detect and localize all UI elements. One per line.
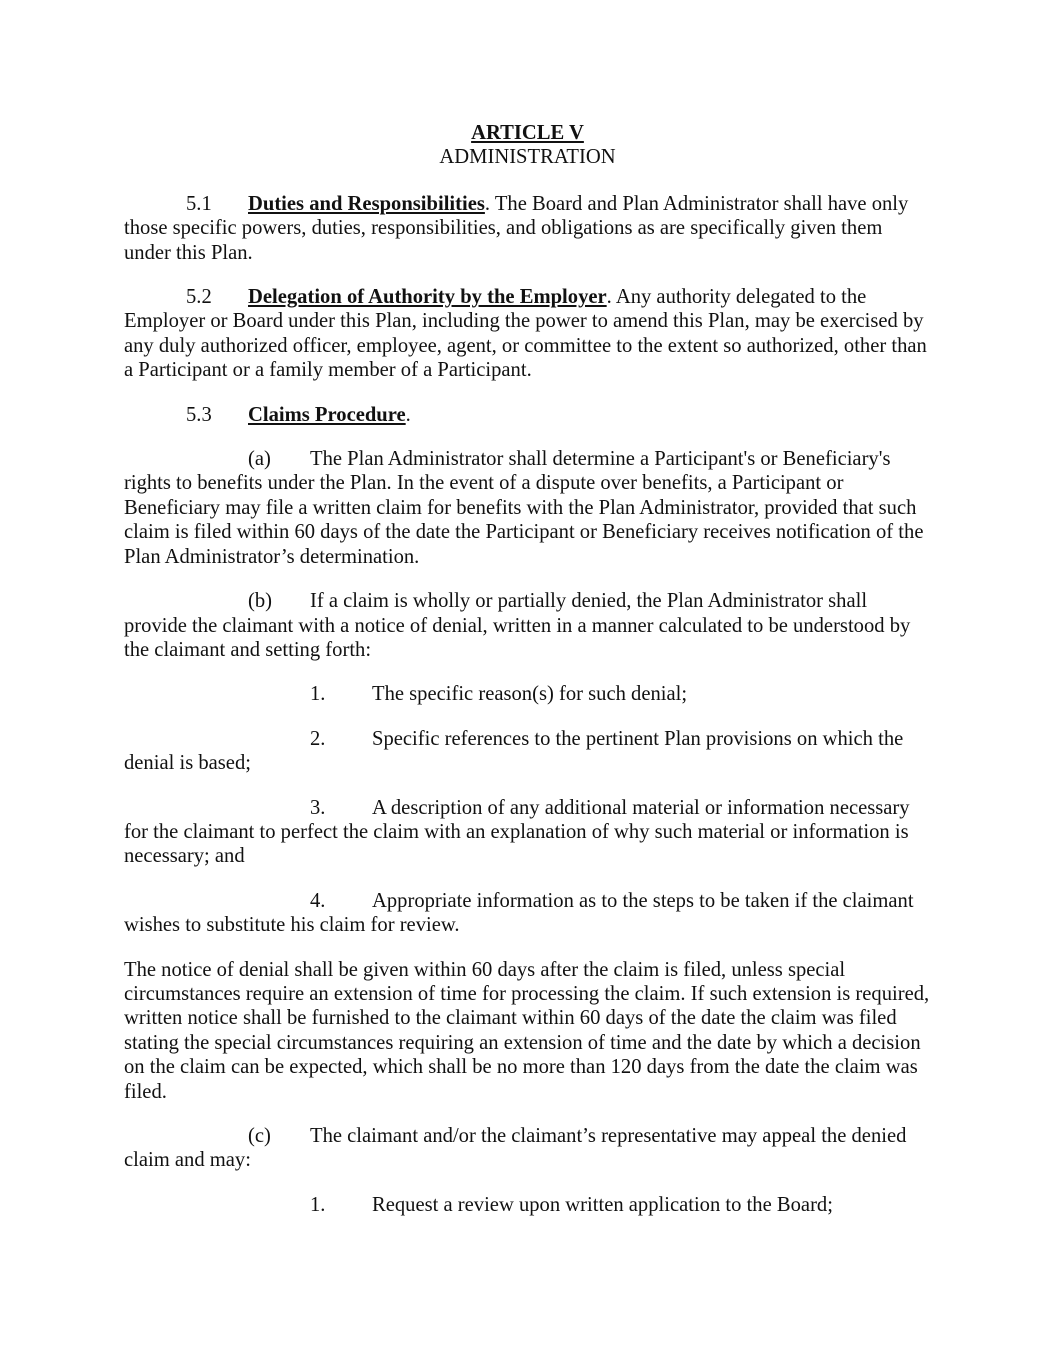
section-heading: Delegation of Authority by the Employer — [248, 286, 607, 309]
paragraph-label: 5.3 — [186, 403, 212, 426]
paragraph-text: . The Board and Plan Administrator shall have only those specific powers, duties, responsibilities, and obligations as are specifically given them under this Plan. — [124, 192, 909, 264]
paragraph-label: (c) — [248, 1125, 271, 1147]
subsection-a — [124, 447, 931, 569]
article-heading — [124, 121, 931, 170]
notice-of-denial-paragraph — [124, 958, 931, 1104]
paragraph-label: (b) — [248, 590, 273, 613]
paragraph-label: 2. — [310, 727, 326, 750]
paragraph-label: 4. — [310, 889, 326, 912]
section-heading: Claims Procedure — [248, 403, 406, 426]
paragraph-text: The notice of denial shall be given within 60 days after the claim is filed, unless special circumstances require an extension of time for processing the claim. If such extension is required, written notice shall be furnished to the claimant within 60 days of the date the claim was filed stating the special circumstances requiring an extension of time and the date by which a decision on the claim can be expected, which shall be no more than 120 days from the date the claim was filed. — [124, 958, 930, 1103]
list-item-b-3 — [124, 796, 931, 869]
section-5-3 — [124, 403, 931, 427]
list-item-b-4 — [124, 889, 931, 938]
paragraph-text: If a claim is wholly or partially denied, the Plan Administrator shall provide the claimant with a notice of denial, written in a manner calculated to be understood by the claimant and setting forth: — [124, 590, 911, 661]
paragraph-text: The Plan Administrator shall determine a Participant's or Beneficiary's rights to benefits under the Plan. In the event of a dispute over benefits, a Participant or Beneficiary may file a written claim for benefits with the Plan Administrator, provided that such claim is filed within 60 days of the date the Participant or Beneficiary receives notification of the Plan Administrator’s determination. — [124, 448, 924, 568]
list-item-b-2 — [124, 727, 931, 776]
subsection-b — [124, 589, 931, 662]
article-title: ARTICLE V — [471, 122, 584, 144]
article-subtitle: ADMINISTRATION — [439, 146, 616, 169]
section-5-1 — [124, 192, 931, 265]
paragraph-text: Request a review upon written application to the Board; — [372, 1193, 833, 1216]
paragraph-text: A description of any additional material or information necessary for the claimant to perfect the claim with an explanation of why such material or information is necessary; and — [124, 796, 910, 868]
paragraph-label: 3. — [310, 796, 326, 819]
paragraph-label: 5.1 — [186, 192, 212, 215]
paragraph-text: The specific reason(s) for such denial; — [372, 683, 688, 706]
list-item-c-1 — [124, 1193, 931, 1217]
list-item-b-1 — [124, 682, 931, 706]
paragraph-label: 5.2 — [186, 286, 212, 309]
subsection-c — [124, 1124, 931, 1173]
paragraph-text: . Any authority delegated to the Employer or Board under this Plan, including the power to amend this Plan, may be exercised by any duly authorized officer, employee, agent, or committee to the extent so authorized, other than a Participant or a family member of a Participant. — [124, 286, 927, 382]
paragraph-text: Appropriate information as to the steps to be taken if the claimant wishes to substitute his claim for review. — [124, 889, 914, 937]
document-body — [124, 192, 931, 1217]
paragraph-text: Specific references to the pertinent Plan provisions on which the denial is based; — [124, 727, 904, 775]
paragraph-label: 1. — [310, 683, 326, 706]
paragraph-label: 1. — [310, 1193, 326, 1216]
paragraph-text: . — [405, 403, 411, 426]
paragraph-label: (a) — [248, 448, 271, 471]
section-heading: Duties and Responsibilities — [248, 192, 485, 215]
section-5-2 — [124, 285, 931, 383]
paragraph-text: The claimant and/or the claimant’s representative may appeal the denied claim and may: — [124, 1125, 907, 1172]
